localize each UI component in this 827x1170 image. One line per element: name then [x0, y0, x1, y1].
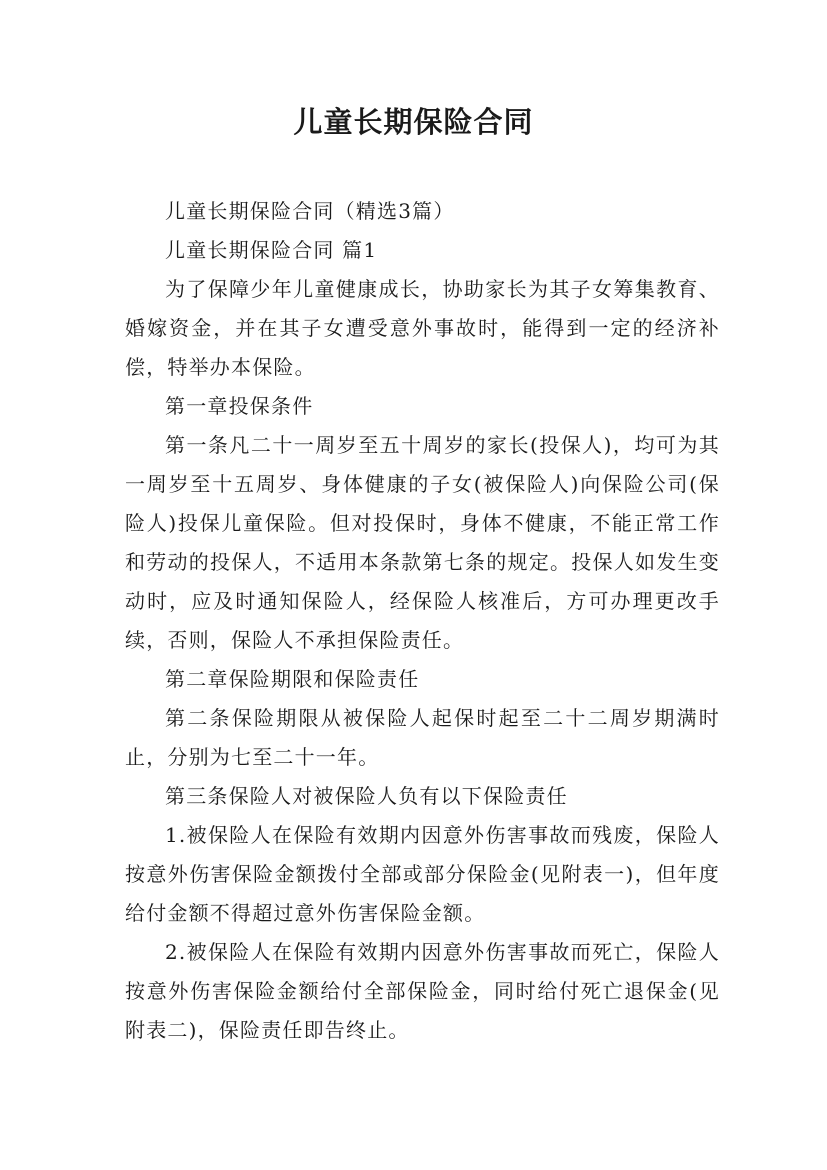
- article-paragraph: 第三条保险人对被保险人负有以下保险责任: [165, 784, 568, 808]
- clause-paragraph: 2.被保险人在保险有效期内因意外伤害事故而死亡，保险人按意外伤害保险金额给付全部保险金，同时给付死亡退保金(见附表二)，保险责任即告终止。: [125, 940, 720, 1042]
- subtitle-paragraph: 儿童长期保险合同（精选3篇）: [165, 199, 455, 223]
- chapter-heading: 第二章保险期限和保险责任: [165, 667, 420, 691]
- article-paragraph: 第一条凡二十一周岁至五十周岁的家长(投保人)，均可为其一周岁至十五周岁、身体健康的子女(被保险人)向保险公司(保险人)投保儿童保险。但对投保时，身体不健康，不能正常工作和劳动的投保人，不适用本条款第七条的规定。投保人如发生变动时，应及时通知保险人，经保险人核准后，方可办理更改手续，否则，保险人不承担保险责任。: [125, 433, 720, 652]
- document-title: 儿童长期保险合同: [293, 105, 534, 139]
- section-heading: 儿童长期保险合同 篇1: [165, 238, 378, 262]
- article-paragraph: 第二条保险期限从被保险人起保时起至二十二周岁期满时止，分别为七至二十一年。: [125, 706, 720, 769]
- clause-paragraph: 1.被保险人在保险有效期内因意外伤害事故而残废，保险人按意外伤害保险金额拨付全部或部分保险金(见附表一)，但年度给付金额不得超过意外伤害保险金额。: [125, 823, 720, 925]
- intro-paragraph: 为了保障少年儿童健康成长，协助家长为其子女筹集教育、婚嫁资金，并在其子女遭受意外事故时，能得到一定的经济补偿，特举办本保险。: [125, 277, 720, 379]
- chapter-heading: 第一章投保条件: [165, 394, 314, 418]
- document-body: [125, 192, 720, 1050]
